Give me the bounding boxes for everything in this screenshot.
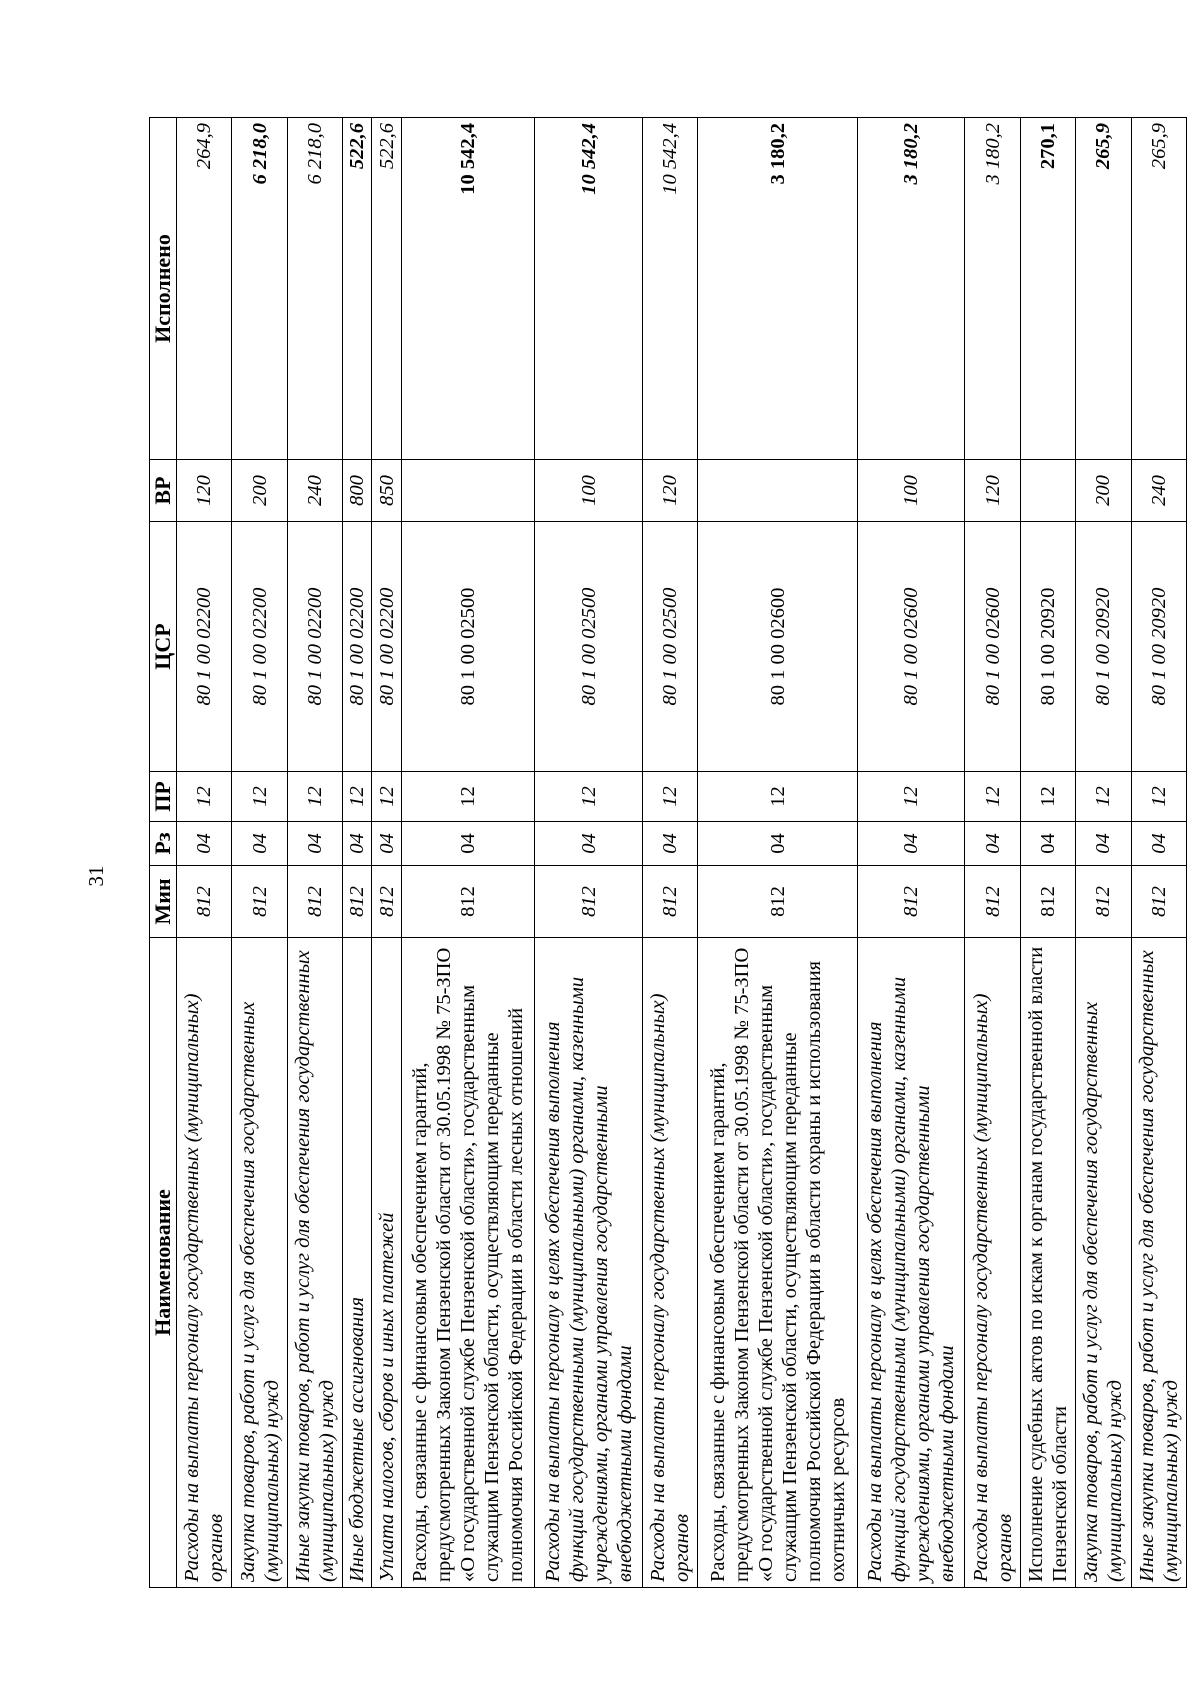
header-name: Наименование bbox=[150, 938, 177, 1588]
table-row bbox=[1076, 118, 1131, 1588]
cell-min: 812 bbox=[177, 866, 232, 938]
cell-rz: 04 bbox=[372, 822, 401, 866]
cell-csr: 80 1 00 02200 bbox=[287, 522, 342, 772]
cell-rz: 04 bbox=[401, 822, 535, 866]
header-csr: ЦСР bbox=[150, 522, 177, 772]
cell-rz: 04 bbox=[1131, 822, 1187, 866]
table-row bbox=[287, 118, 342, 1588]
cell-pr: 12 bbox=[698, 772, 858, 822]
table-row bbox=[965, 118, 1020, 1588]
cell-executed: 10 542,4 bbox=[401, 118, 535, 460]
rotated-table-container bbox=[149, 118, 1187, 1588]
cell-pr: 12 bbox=[287, 772, 342, 822]
cell-min: 812 bbox=[965, 866, 1020, 938]
cell-min: 812 bbox=[343, 866, 372, 938]
cell-vr: 100 bbox=[857, 460, 965, 522]
cell-name: Расходы, связанные с финансовым обеспечением гарантий, предусмотренных Законом Пензенской области от 30.05.1998 № 75-ЗПО «О государственной службе Пензенской области», государственным служащим Пензенской области, осуществляющим переданные полномочия Российской Федерации в области лесных отношений bbox=[401, 938, 535, 1588]
cell-rz: 04 bbox=[965, 822, 1020, 866]
cell-rz: 04 bbox=[642, 822, 697, 866]
table-row bbox=[698, 118, 858, 1588]
cell-vr bbox=[1020, 460, 1075, 522]
cell-min: 812 bbox=[1131, 866, 1187, 938]
header-rz: Рз bbox=[150, 822, 177, 866]
cell-vr: 100 bbox=[535, 460, 643, 522]
cell-name: Иные закупки товаров, работ и услуг для обеспечения государственных (муниципальных) нужд bbox=[1131, 938, 1187, 1588]
cell-csr: 80 1 00 02600 bbox=[965, 522, 1020, 772]
cell-min: 812 bbox=[401, 866, 535, 938]
cell-rz: 04 bbox=[177, 822, 232, 866]
cell-pr: 12 bbox=[965, 772, 1020, 822]
cell-pr: 12 bbox=[372, 772, 401, 822]
cell-rz: 04 bbox=[232, 822, 287, 866]
cell-pr: 12 bbox=[535, 772, 643, 822]
table-row bbox=[642, 118, 697, 1588]
cell-executed: 10 542,4 bbox=[642, 118, 697, 460]
cell-vr: 240 bbox=[1131, 460, 1187, 522]
cell-csr: 80 1 00 20920 bbox=[1020, 522, 1075, 772]
cell-vr: 120 bbox=[177, 460, 232, 522]
cell-executed: 10 542,4 bbox=[535, 118, 643, 460]
cell-name: Расходы на выплаты персоналу государственных (муниципальных) органов bbox=[642, 938, 697, 1588]
cell-rz: 04 bbox=[535, 822, 643, 866]
page-number: 31 bbox=[84, 865, 108, 887]
cell-vr: 200 bbox=[1076, 460, 1131, 522]
cell-min: 812 bbox=[1076, 866, 1131, 938]
cell-min: 812 bbox=[535, 866, 643, 938]
cell-pr: 12 bbox=[1131, 772, 1187, 822]
cell-csr: 80 1 00 20920 bbox=[1131, 522, 1187, 772]
cell-executed: 6 218,0 bbox=[232, 118, 287, 460]
cell-min: 812 bbox=[1020, 866, 1075, 938]
cell-pr: 12 bbox=[857, 772, 965, 822]
table-body bbox=[177, 118, 1187, 1588]
table-row bbox=[1020, 118, 1075, 1588]
cell-executed: 3 180,2 bbox=[965, 118, 1020, 460]
table-row bbox=[535, 118, 643, 1588]
table-row bbox=[1131, 118, 1187, 1588]
cell-rz: 04 bbox=[698, 822, 858, 866]
budget-execution-table bbox=[149, 117, 1187, 1588]
cell-name: Расходы на выплаты персоналу в целях обеспечения выполнения функций государственными (муниципальными) органами, казенными учреждениями, органами управления государственными внебюджетными фондами bbox=[535, 938, 643, 1588]
cell-csr: 80 1 00 02600 bbox=[698, 522, 858, 772]
cell-vr bbox=[698, 460, 858, 522]
header-min: Мин bbox=[150, 866, 177, 938]
cell-vr: 120 bbox=[965, 460, 1020, 522]
cell-min: 812 bbox=[232, 866, 287, 938]
cell-name: Расходы, связанные с финансовым обеспечением гарантий, предусмотренных Законом Пензенской области от 30.05.1998 № 75-ЗПО «О государственной службе Пензенской области», государственным служащим Пензенской области, осуществляющим переданные полномочия Российской Федерации в области охраны и использования охотничьих ресурсов bbox=[698, 938, 858, 1588]
cell-csr: 80 1 00 02500 bbox=[535, 522, 643, 772]
cell-pr: 12 bbox=[1076, 772, 1131, 822]
cell-pr: 12 bbox=[642, 772, 697, 822]
cell-min: 812 bbox=[857, 866, 965, 938]
table-row bbox=[232, 118, 287, 1588]
header-executed: Исполнено bbox=[150, 118, 177, 460]
cell-executed: 3 180,2 bbox=[698, 118, 858, 460]
cell-csr: 80 1 00 02200 bbox=[372, 522, 401, 772]
cell-rz: 04 bbox=[1076, 822, 1131, 866]
table-row bbox=[372, 118, 401, 1588]
table-row bbox=[343, 118, 372, 1588]
cell-rz: 04 bbox=[857, 822, 965, 866]
cell-csr: 80 1 00 02600 bbox=[857, 522, 965, 772]
table-row bbox=[857, 118, 965, 1588]
cell-min: 812 bbox=[287, 866, 342, 938]
cell-name: Иные бюджетные ассигнования bbox=[343, 938, 372, 1588]
cell-vr: 240 bbox=[287, 460, 342, 522]
cell-executed: 522,6 bbox=[372, 118, 401, 460]
cell-rz: 04 bbox=[287, 822, 342, 866]
cell-vr: 800 bbox=[343, 460, 372, 522]
cell-executed: 522,6 bbox=[343, 118, 372, 460]
cell-name: Расходы на выплаты персоналу в целях обеспечения выполнения функций государственными (муниципальными) органами, казенными учреждениями, органами управления государственными внебюджетными фондами bbox=[857, 938, 965, 1588]
cell-vr: 200 bbox=[232, 460, 287, 522]
cell-name: Исполнение судебных актов по искам к органам государственной власти Пензенской области bbox=[1020, 938, 1075, 1588]
cell-rz: 04 bbox=[1020, 822, 1075, 866]
cell-executed: 264,9 bbox=[177, 118, 232, 460]
cell-name: Закупка товаров, работ и услуг для обеспечения государственных (муниципальных) нужд bbox=[1076, 938, 1131, 1588]
cell-name: Закупка товаров, работ и услуг для обеспечения государственных (муниципальных) нужд bbox=[232, 938, 287, 1588]
cell-executed: 265,9 bbox=[1076, 118, 1131, 460]
cell-executed: 265,9 bbox=[1131, 118, 1187, 460]
cell-executed: 6 218,0 bbox=[287, 118, 342, 460]
cell-rz: 04 bbox=[343, 822, 372, 866]
cell-name: Расходы на выплаты персоналу государственных (муниципальных) органов bbox=[177, 938, 232, 1588]
cell-vr bbox=[401, 460, 535, 522]
cell-vr: 850 bbox=[372, 460, 401, 522]
header-vr: ВР bbox=[150, 460, 177, 522]
cell-pr: 12 bbox=[177, 772, 232, 822]
cell-csr: 80 1 00 20920 bbox=[1076, 522, 1131, 772]
table-header-row bbox=[150, 118, 177, 1588]
cell-executed: 3 180,2 bbox=[857, 118, 965, 460]
cell-min: 812 bbox=[642, 866, 697, 938]
cell-min: 812 bbox=[372, 866, 401, 938]
cell-name: Уплата налогов, сборов и иных платежей bbox=[372, 938, 401, 1588]
cell-name: Иные закупки товаров, работ и услуг для обеспечения государственных (муниципальных) нужд bbox=[287, 938, 342, 1588]
cell-csr: 80 1 00 02500 bbox=[401, 522, 535, 772]
cell-pr: 12 bbox=[1020, 772, 1075, 822]
table-row bbox=[177, 118, 232, 1588]
cell-min: 812 bbox=[698, 866, 858, 938]
header-pr: ПР bbox=[150, 772, 177, 822]
cell-name: Расходы на выплаты персоналу государственных (муниципальных) органов bbox=[965, 938, 1020, 1588]
cell-csr: 80 1 00 02200 bbox=[343, 522, 372, 772]
cell-vr: 120 bbox=[642, 460, 697, 522]
cell-executed: 270,1 bbox=[1020, 118, 1075, 460]
cell-pr: 12 bbox=[343, 772, 372, 822]
cell-pr: 12 bbox=[401, 772, 535, 822]
cell-csr: 80 1 00 02200 bbox=[232, 522, 287, 772]
table-row bbox=[401, 118, 535, 1588]
cell-csr: 80 1 00 02500 bbox=[642, 522, 697, 772]
cell-csr: 80 1 00 02200 bbox=[177, 522, 232, 772]
cell-pr: 12 bbox=[232, 772, 287, 822]
